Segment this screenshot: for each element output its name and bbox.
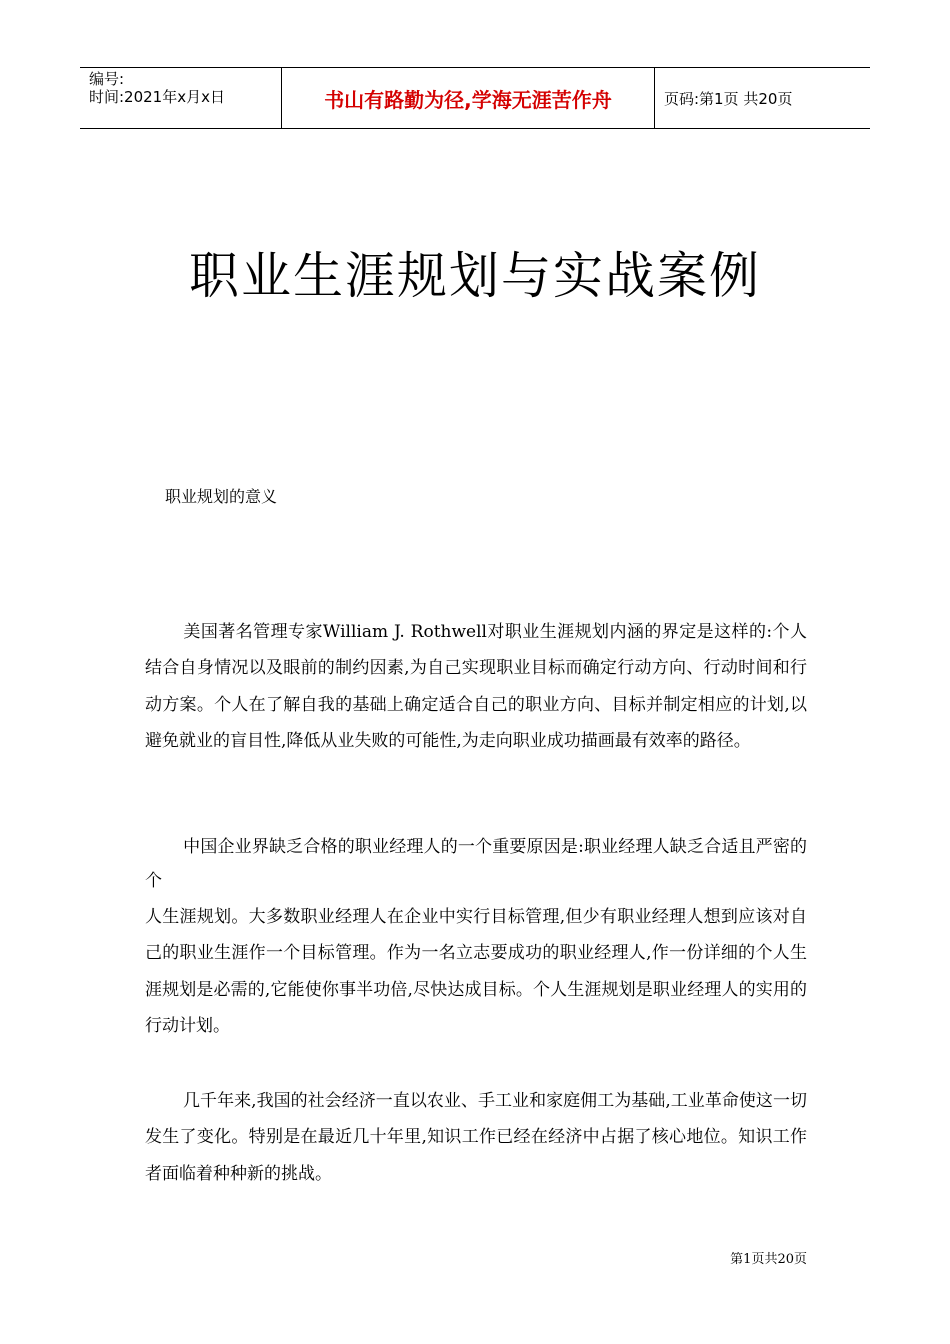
paragraph-2-continued [145,899,807,1045]
paragraph-2 [145,830,807,898]
paragraph-1 [145,614,807,760]
section-heading: 职业规划的意义 [165,487,278,506]
paragraph-2-first-line: 中国企业界缺乏合格的职业经理人的一个重要原因是:职业经理人缺乏合适且严密的个 [145,837,807,891]
header-motto-cell [282,68,655,128]
header-table [80,67,870,129]
paragraph-3-text: 几千年来,我国的社会经济一直以农业、手工业和家庭佣工为基础,工业革命使这一切发生了变化。特别是在最近几十年里,知识工作已经在经济中占据了核心地位。知识工作者面临着种种新的挑战。 [145,1091,807,1184]
paragraph-2-text: 人生涯规划。大多数职业经理人在企业中实行目标管理,但少有职业经理人想到应该对自己的职业生涯作一个目标管理。作为一名立志要成功的职业经理人,作一份详细的个人生涯规划是必需的,它能使你事半功倍,尽快达成目标。个人生涯规划是职业经理人的实用的行动计划。 [145,907,807,1037]
motto-text: 书山有路勤为径,学海无涯苦作舟 [324,87,612,112]
time-label: 时间:2021年x月x日 [89,88,225,106]
page-info: 页码:第1页 共20页 [664,89,793,108]
header-meta-cell [80,68,282,128]
page-footer: 第1页共20页 [730,1252,807,1267]
paragraph-1-text: 美国著名管理专家William J. Rothwell对职业生涯规划内涵的界定是这样的:个人结合自身情况以及眼前的制约因素,为自己实现职业目标而确定行动方向、行动时间和行动方案。个人在了解自我的基础上确定适合自己的职业方向、目标并制定相应的计划,以避免就业的盲目性,降低从业失败的可能性,为走向职业成功描画最有效率的路径。 [145,622,807,752]
number-label: 编号: [89,70,125,88]
header-page-cell [655,68,870,128]
document-title: 职业生涯规划与实战案例 [189,247,761,305]
paragraph-3 [145,1083,807,1192]
